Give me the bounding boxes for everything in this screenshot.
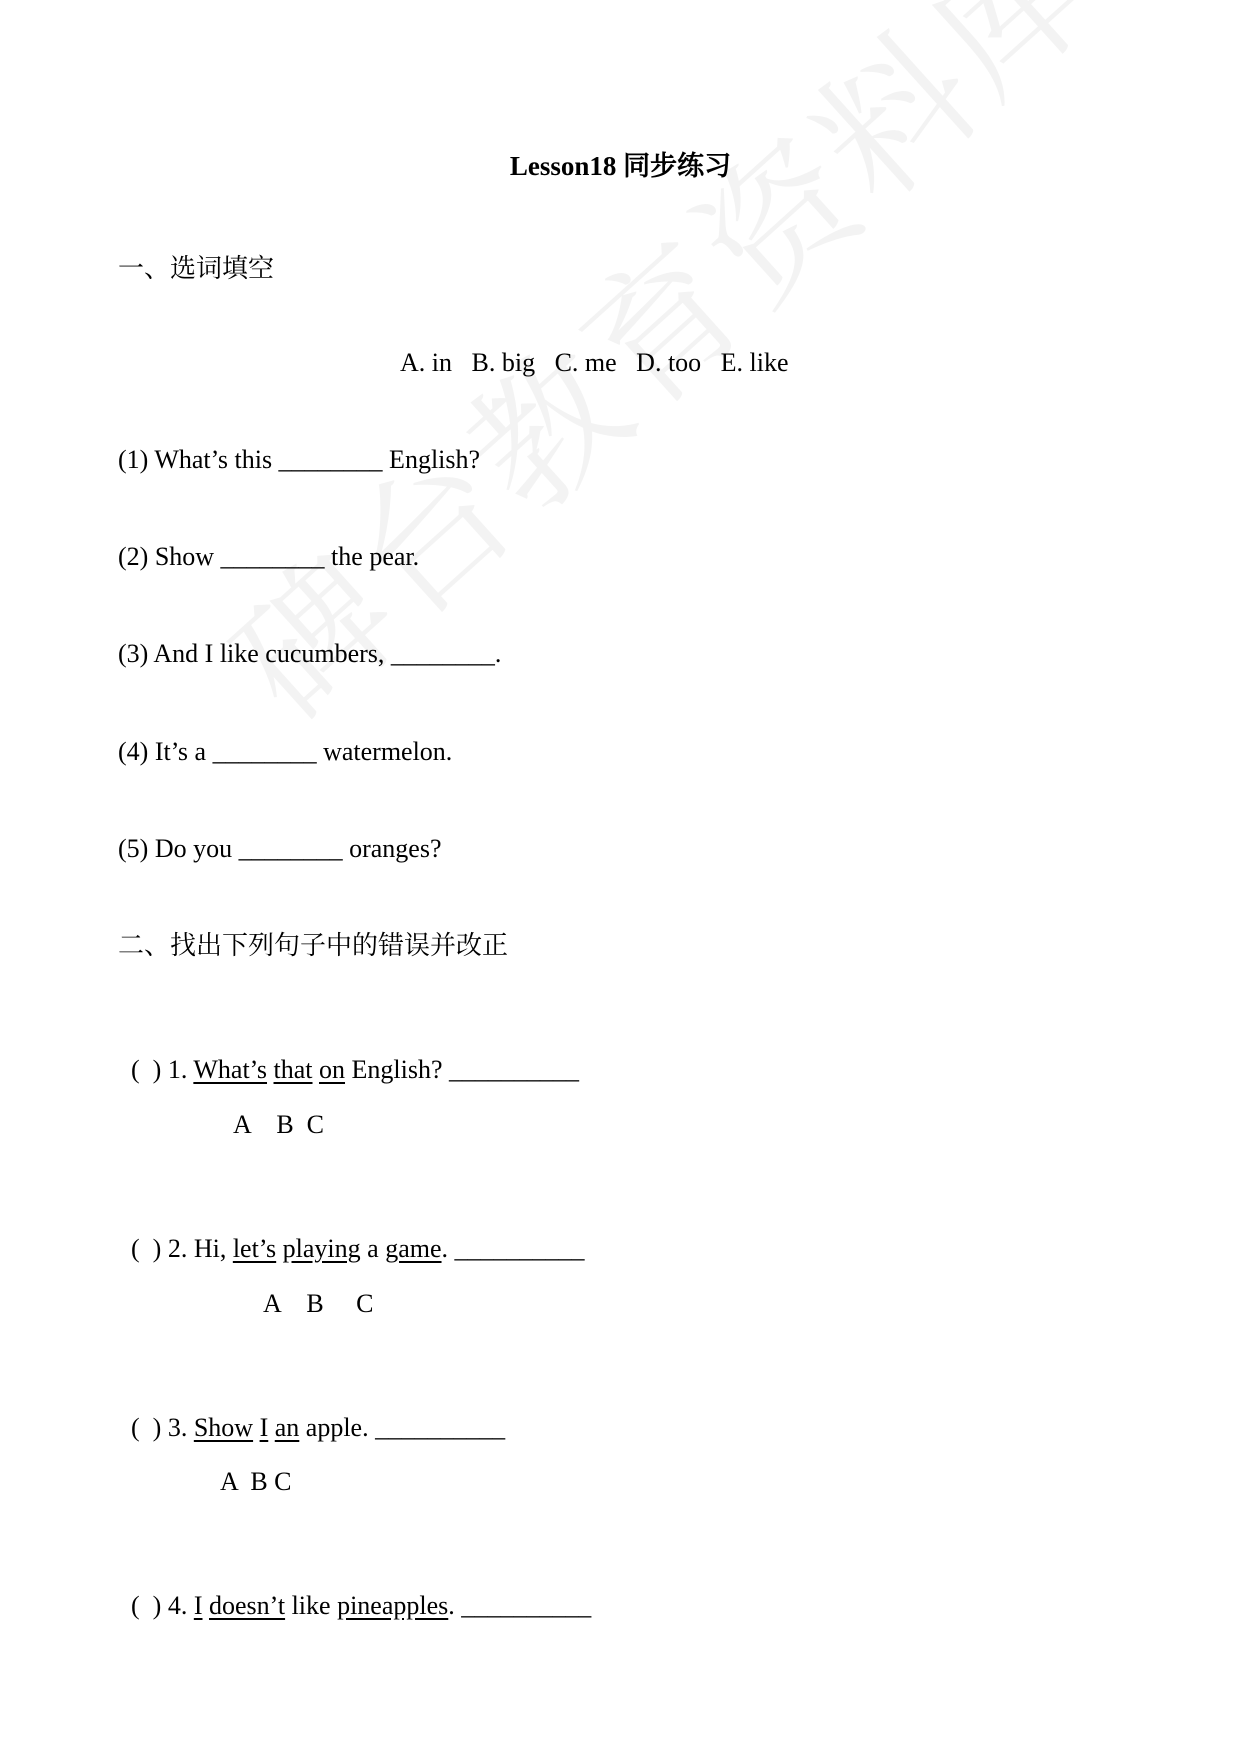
fill-item-2: (2) Show ________ the pear. bbox=[118, 542, 420, 571]
error-question-3 bbox=[118, 1389, 505, 1441]
text-gap: a bbox=[360, 1234, 386, 1263]
underlined-word-c: game bbox=[385, 1234, 442, 1263]
option-letters-1: A B C bbox=[233, 1110, 325, 1139]
option-letters-2: A B C bbox=[263, 1289, 374, 1318]
error-question-1 bbox=[118, 1031, 579, 1083]
question-rest: apple. __________ bbox=[299, 1413, 506, 1442]
underlined-word-b: doesn’t bbox=[209, 1591, 286, 1620]
page-title: Lesson18 同步练习 bbox=[509, 151, 732, 181]
word-bank: A. in B. big C. me D. too E. like bbox=[400, 348, 789, 377]
error-question-4 bbox=[118, 1567, 591, 1619]
underlined-word-c: pineapples bbox=[337, 1591, 449, 1620]
fill-item-3: (3) And I like cucumbers, ________. bbox=[118, 639, 502, 668]
question-prefix: ( ) 3. bbox=[131, 1413, 194, 1442]
question-prefix: ( ) 4. bbox=[131, 1591, 194, 1620]
question-rest: . __________ bbox=[448, 1591, 592, 1620]
underlined-word-a: let’s bbox=[232, 1234, 277, 1263]
error-question-2 bbox=[118, 1210, 585, 1262]
underlined-word-c: an bbox=[274, 1413, 300, 1442]
fill-item-1: (1) What’s this ________ English? bbox=[118, 445, 481, 474]
fill-item-4: (4) It’s a ________ watermelon. bbox=[118, 737, 453, 766]
underlined-word-b: playing bbox=[282, 1234, 361, 1263]
section2-heading: 二、找出下列句子中的错误并改正 bbox=[118, 931, 509, 960]
underlined-word-c: on bbox=[319, 1055, 346, 1084]
fill-item-5: (5) Do you ________ oranges? bbox=[118, 834, 442, 863]
underlined-word-b: I bbox=[259, 1413, 269, 1442]
underlined-word-a: I bbox=[193, 1591, 203, 1620]
underlined-word-b: that bbox=[273, 1055, 313, 1084]
question-rest: English? __________ bbox=[345, 1055, 580, 1084]
underlined-word-a: What’s bbox=[193, 1055, 268, 1084]
section1-heading: 一、选词填空 bbox=[118, 254, 275, 283]
question-prefix: ( ) 2. Hi, bbox=[131, 1234, 233, 1263]
option-letters-3: A B C bbox=[220, 1467, 292, 1496]
question-rest: . __________ bbox=[441, 1234, 585, 1263]
underlined-word-a: Show bbox=[193, 1413, 254, 1442]
question-prefix: ( ) 1. bbox=[131, 1055, 194, 1084]
text-gap: like bbox=[285, 1591, 338, 1620]
